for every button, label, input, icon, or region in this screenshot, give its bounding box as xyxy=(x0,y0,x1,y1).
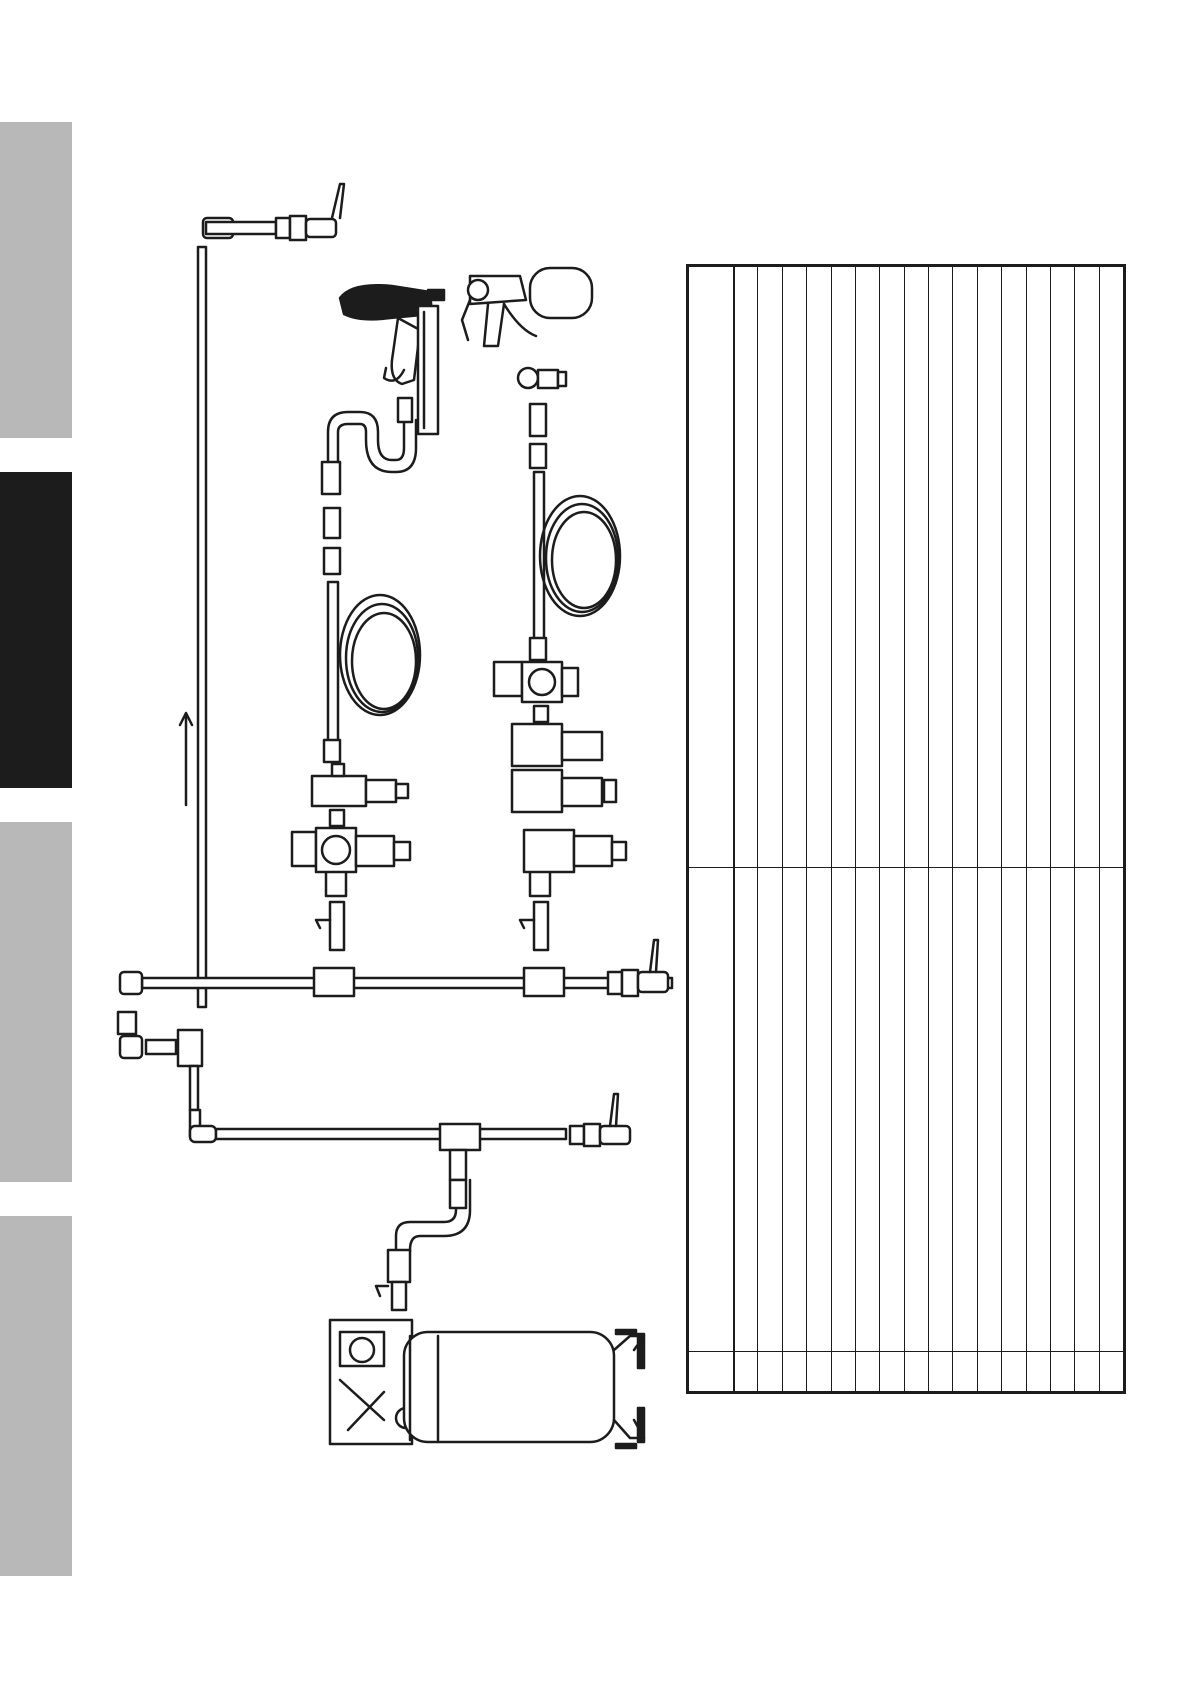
left-coil-hose xyxy=(324,508,420,762)
table-column-divider xyxy=(952,267,953,1391)
right-drop-fittings xyxy=(494,662,626,950)
table-column-divider xyxy=(1050,267,1051,1391)
table-column-divider xyxy=(733,267,735,1391)
connector-tee xyxy=(118,1012,202,1110)
parts-table-grid xyxy=(686,264,1126,1394)
table-column-divider xyxy=(1001,267,1002,1391)
table-column-divider xyxy=(879,267,880,1391)
airflow-arrow-icon xyxy=(180,713,192,805)
air-compressor-icon xyxy=(330,1320,644,1448)
table-column-divider xyxy=(1074,267,1075,1391)
table-column-divider xyxy=(977,267,978,1391)
table-column-divider xyxy=(904,267,905,1391)
table-column-divider xyxy=(782,267,783,1391)
table-row-divider xyxy=(689,1351,1123,1352)
table-column-divider xyxy=(928,267,929,1391)
pressure-gauge-icon xyxy=(518,368,566,388)
table-column-divider xyxy=(1026,267,1027,1391)
table-column-divider xyxy=(806,267,807,1391)
main-riser-line xyxy=(198,184,344,1007)
right-coil-hose xyxy=(530,404,620,660)
spray-gun-icon xyxy=(462,268,592,346)
table-column-divider xyxy=(757,267,758,1391)
table-column-divider xyxy=(1099,267,1100,1391)
nail-gun-whip-hose xyxy=(322,398,416,494)
leader-hose xyxy=(376,1150,470,1310)
table-column-divider xyxy=(855,267,856,1391)
lower-manifold-line xyxy=(190,1094,630,1150)
table-column-divider xyxy=(831,267,832,1391)
left-drop-fittings xyxy=(292,764,410,950)
table-row-divider xyxy=(689,867,1123,868)
